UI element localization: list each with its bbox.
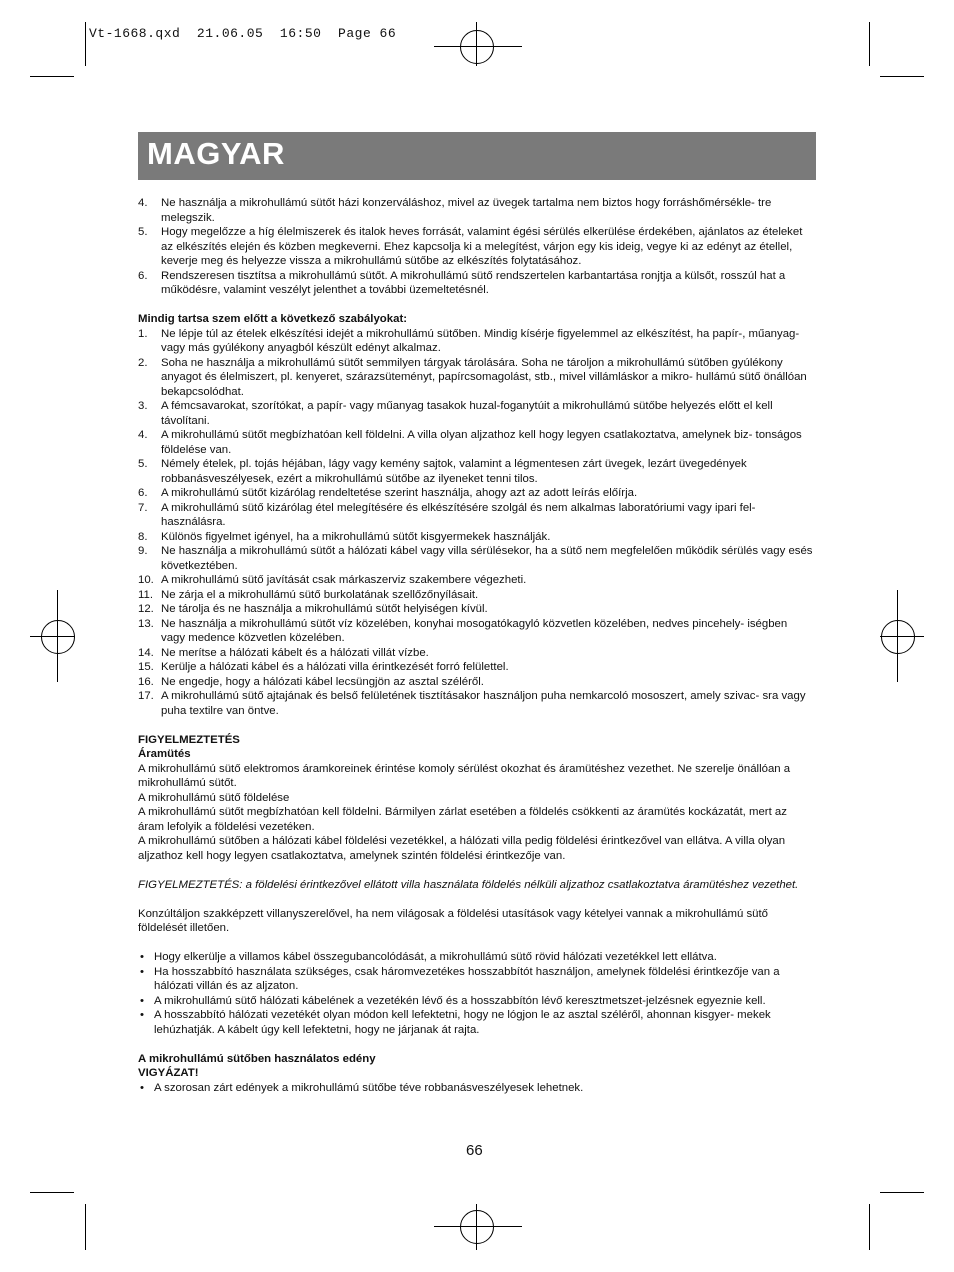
list-item: 7. A mikrohullámú sütő kizárólag étel melegítésére és elkészítésére szolgál és nem alkalmas laboratóriumi vagy ipari fel- használásra. bbox=[138, 501, 756, 528]
list-item: 5. Némely ételek, pl. tojás héjában, lágy vagy kemény sajtok, valamint a légmentesen zárt üvegek, lezárt üvegedények robbanásveszélyesek, ezért a mikrohullámú sütőbe az ilyeneket tenni tilos. bbox=[138, 458, 747, 485]
bullet-item: • Ha hosszabbító használata szükséges, csak háromvezetékes hosszabbítót használjon, amelynek földelési érintkezője van a hálózati villán és az aljzaton. bbox=[140, 965, 780, 992]
caution-label: VIGYÁZAT! bbox=[138, 1067, 199, 1079]
crop-mark bbox=[85, 22, 86, 66]
list-item: 4. A mikrohullámú sütőt megbízhatóan kell földelni. A villa olyan aljzathoz kell hogy legyen csatlakoztatva, amelynek biz- tonságos földelése van. bbox=[138, 429, 802, 456]
rules-heading: Mindig tartsa szem előtt a következő szabályokat: bbox=[138, 313, 408, 325]
bullet-item: • Hogy elkerülje a villamos kábel összegubancolódását, a mikrohullámú sütő rövid hálózati vezetékkel lett ellátva. bbox=[140, 951, 717, 963]
bullet-item: • A szorosan zárt edények a mikrohullámú sütőbe téve robbanásveszélyesek lehetnek. bbox=[140, 1081, 584, 1094]
paragraph: A mikrohullámú sütőben a hálózati kábel földelési vezetékkel, a hálózati villa pedig földelési érintkezővel van ellátva. A villa olyan aljzathoz kell hogy legyen csatlakoztatva, amelynek szintén földelési érintkezője van. bbox=[138, 835, 786, 862]
dish-title: A mikrohullámú sütőben használatos edény bbox=[138, 1052, 376, 1065]
paragraph: A mikrohullámú sütőt megbízhatóan kell földelni. Bármilyen zárlat esetében a földelés csökkenti az áramütés kockázatát, mert az áram lefolyik a földelési vezetéken. bbox=[138, 806, 787, 833]
language-banner bbox=[138, 132, 816, 180]
paragraph: A mikrohullámú sütő elektromos áramkoreinek érintése komoly sérülést okozhat és áramütéshez vezethet. Ne szerelje önállóan a mikrohullámú sütőt. bbox=[138, 762, 791, 789]
warning-subtitle: Áramütés bbox=[138, 748, 191, 760]
list-item: 9. Ne használja a mikrohullámú sütőt a hálózati kábel vagy villa sérülésekor, ha a sütő nem megfelelően működik sérülés vagy esés következtében. bbox=[138, 545, 813, 572]
list-item: 1. Ne lépje túl az ételek elkészítési idejét a mikrohullámú sütőben. Mindig kísérje figyelemmel az elkészítést, ha papír-, műanyag- vagy más gyúlékony anyagból készült edényt alkalmaz. bbox=[138, 327, 800, 354]
list-item: 6. A mikrohullámú sütőt kizárólag rendeltetése szerint használja, ahogy azt az adott leírás előírja. bbox=[138, 487, 638, 499]
banner-title: MAGYAR bbox=[147, 136, 285, 171]
list-item: 3. A fémcsavarokat, szorítókat, a papír- vagy műanyag tasakok huzal-foganytúit a mikrohullámú sütőbe helyezés előtt el kell távolítani. bbox=[138, 400, 773, 427]
list-item: 8. Különös figyelmet igényel, ha a mikrohullámú sütőt kisgyermekek használják. bbox=[138, 530, 551, 543]
warning-title: FIGYELMEZTETÉS bbox=[138, 733, 240, 746]
list-item: 5. Hogy megelőzze a híg élelmiszerek és italok heves forrását, valamint égési sérülés elkerülése érdekében, ajánlatos az ételeket az elkészítés elején és közben megkeverni. Ehez kapcsolja ki a melegítést, várjon egy kis ideig, vegye ki az edényt az étellel, keverje meg és helyezze vissza a mikrohullámú sütőbe az elkészítés folytatásához. bbox=[138, 226, 803, 267]
list-item: 10. A mikrohullámú sütő javítását csak márkaszerviz szakembere végezheti. bbox=[138, 574, 527, 586]
list-item: 16. Ne engedje, hogy a hálózati kábel lecsüngjön az asztal széléről. bbox=[138, 675, 484, 688]
crop-mark bbox=[880, 1192, 924, 1193]
list-item: 4. Ne használja a mikrohullámú sütőt házi konzerváláshoz, mivel az üvegek tartalma nem biztos hogy forráshőmérsékle- tre melegszik. bbox=[138, 197, 772, 224]
crop-mark bbox=[30, 1192, 74, 1193]
bullet-item: • A mikrohullámú sütő hálózati kábelének a vezetékén lévő és a hosszabbítón lévő keresztmetszet-jelzésnek egyeznie kell. bbox=[140, 994, 766, 1007]
list-item: 14. Ne merítse a hálózati kábelt és a hálózati villát vízbe. bbox=[138, 646, 429, 659]
list-item: 11. Ne zárja el a mikrohullámú sütő burkolatának szellőzőnyílásait. bbox=[138, 588, 479, 601]
paragraph: Konzúltáljon szakképzett villanyszerelővel, ha nem világosak a földelési utasítások vagy kételyei vannak a mikrohullámú sütő földelését illetően. bbox=[138, 907, 768, 934]
bullet-item: • A hosszabbító hálózati vezetékét olyan módon kell lefektetni, hogy ne lógjon le az asztal széléről, ahonnan kisgyer- mekek lehúzhatják. A kábelt úgy kell lefektetni, hogy ne járjanak át rajta. bbox=[140, 1009, 771, 1036]
crop-mark bbox=[880, 76, 924, 77]
list-item: 15. Kerülje a hálózati kábel és a hálózati villa érintkezését forró felülettel. bbox=[138, 661, 509, 673]
list-item: 6. Rendszeresen tisztítsa a mikrohullámú sütőt. A mikrohullámú sütő rendszertelen karbantartása ronjtja a külsőt, rosszúl hat a működésre, valamint veszélyt jelenthet a további üzemeltetésnél. bbox=[138, 269, 786, 296]
paragraph: A mikrohullámú sütő földelése bbox=[138, 791, 290, 804]
crop-mark bbox=[85, 1204, 86, 1250]
crop-mark bbox=[869, 22, 870, 66]
list-item: 2. Soha ne használja a mikrohullámú sütőt semmilyen tárgyak tárolására. Soha ne tároljon a mikrohullámú sütőben gyúlékony anyagot és élelmiszert, pl. kenyeret, szárazsüteményt, papírcsomagolást, stb., mivel villámláskor a mikro- hullámú sütő önállóan bekapcsolódhat. bbox=[138, 356, 807, 398]
list-item: 13. Ne használja a mikrohullámú sütőt víz közelében, konyhai mosogatókagyló közvetlen közelében, nedves pincehely- iségben vagy medence közvetlen közelében. bbox=[138, 617, 788, 644]
crop-mark bbox=[30, 76, 74, 77]
crop-mark bbox=[869, 1204, 870, 1250]
list-item: 17. A mikrohullámú sütő ajtajának és belső felületének tisztításakor használjon puha nemkarcoló mososzert, amely szivac- sra vagy puha textilre van öntve. bbox=[138, 690, 806, 717]
list-item: 12. Ne tárolja és ne használja a mikrohullámú sütőt helyiségen kívül. bbox=[138, 603, 488, 615]
page-number: 66 bbox=[466, 1142, 483, 1159]
file-slug: Vt-1668.qxd 21.06.05 16:50 Page 66 bbox=[89, 26, 397, 41]
page-content bbox=[138, 196, 814, 1095]
italic-warning: FIGYELMEZTETÉS: a földelési érintkezővel ellátott villa használata földelés nélküli aljzathoz csatlakoztatva áramütéshez vezethet. bbox=[138, 878, 799, 891]
